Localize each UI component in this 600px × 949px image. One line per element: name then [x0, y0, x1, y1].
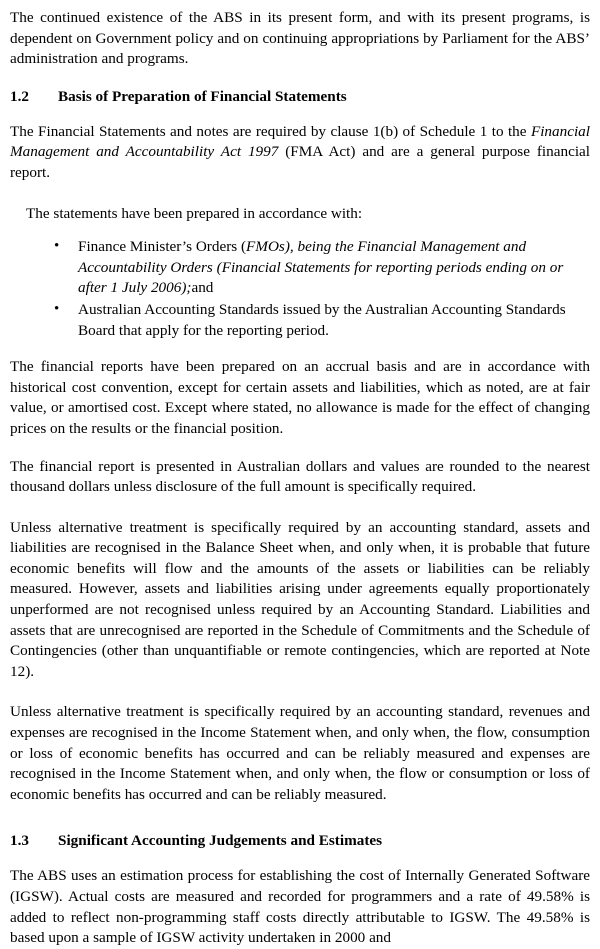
- bullet-lead: Finance Minister’s Orders (: [78, 238, 247, 256]
- bullet-tail: and: [191, 279, 214, 297]
- bullet-lead: Australian Accounting Standards issued by the Australian Accounting Standards Board that apply for the reporting period.: [78, 300, 566, 339]
- paragraph-australian-dollars: The financial report is presented in Australian dollars and values are rounded to the nearest thousand dollars unless disclosure of the full amount is specifically required.: [10, 457, 590, 496]
- heading-1-2-text: Basis of Preparation of Financial Statements: [58, 87, 347, 105]
- heading-1-3: [10, 831, 590, 851]
- bullet-italic: FMOs), being the Financial Management and Accountability Orders (Financial Statements for reporting periods ending on or after 1 July 2006);: [78, 238, 564, 297]
- paragraph-continued-existence: The continued existence of the ABS in its present form, and with its present programs, is dependent on Government policy and on continuing appropriations by Parliament for the ABS’ administration and programs.: [10, 9, 590, 68]
- paragraph-financial-statements-required: [10, 122, 590, 184]
- heading-1-2: [10, 87, 590, 107]
- paragraph-revenues-expenses: Unless alternative treatment is specifically required by an accounting standard, revenues and expenses are recognised in the Income Statement when, and only when, the flow, consumption or loss of economic benefits has occurred and can be reliably measured and expenses are recognised in the Income Statement when, and only when, the flow or consumption or loss of economic benefits has occurred and can be reliably measured.: [10, 703, 590, 803]
- spacer: [10, 822, 590, 831]
- bullet-icon: •: [54, 300, 60, 317]
- fs-required-lead: The Financial Statements and notes are required by clause 1(b) of Schedule 1 to the: [10, 122, 531, 140]
- fs-required-tail: (FMA Act) and are a general purpose financial report.: [10, 143, 590, 181]
- paragraph-accrual-basis: The financial reports have been prepared on an accrual basis and are in accordance with historical cost convention, except for certain assets and liabilities, which as noted, are at fair value, or amortised cost. Except where stated, no allowance is made for the effect of changing prices on the results or the financial position.: [10, 358, 590, 437]
- bullet-icon: •: [54, 238, 60, 255]
- list-item: [10, 300, 590, 341]
- accordance-bullet-list: [10, 237, 590, 341]
- heading-1-3-number: 1.3: [10, 832, 29, 850]
- heading-1-2-number: 1.2: [10, 87, 29, 105]
- paragraph-statements-prepared: The statements have been prepared in accordance with:: [26, 204, 363, 222]
- fma-act-title: Financial Management and Accountability Act 1997: [10, 122, 590, 161]
- heading-1-3-text: Significant Accounting Judgements and Estimates: [58, 832, 383, 850]
- paragraph-assets-liabilities: Unless alternative treatment is specifically required by an accounting standard, assets and liabilities are recognised in the Balance Sheet when, and only when, it is probable that future economic benefits will flow and the amounts of the assets or liabilities can be reliably measured. However, assets and liabilities arising under agreements equally proportionately unperformed are not recognised unless required by an Accounting Standard. Liabilities and assets that are unrecognised are reported in the Schedule of Commitments and the Schedule of Contingencies (other than unquantifiable or remote contingencies, which are reported at Note 12).: [10, 518, 590, 680]
- paragraph-igsw-estimation: The ABS uses an estimation process for establishing the cost of Internally Generated Software (IGSW). Actual costs are measured and recorded for programmers and a rate of 49.58% is added to reflect non-programming staff costs directly attributable to IGSW. The 49.58% is based upon a sample of IGSW activity undertaken in 2000 and: [10, 867, 590, 947]
- list-item: [10, 237, 590, 299]
